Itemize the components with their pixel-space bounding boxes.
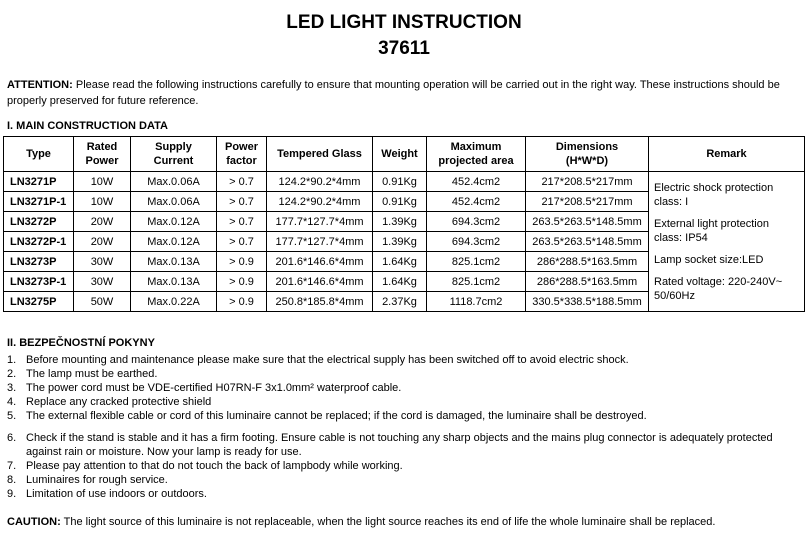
cell-tempered-glass: 201.6*146.6*4mm: [267, 272, 373, 292]
list-item: [7, 353, 797, 367]
attention-text: Please read the following instructions carefully to ensure that mounting operation will be carried out in the right way. These instructions should be properly preserved for future reference.: [7, 79, 780, 107]
cell-supply-current: Max.0.13A: [131, 272, 217, 292]
cell-projected-area: 825.1cm2: [427, 252, 526, 272]
list-item: [7, 409, 797, 423]
list-item-number: 7.: [7, 460, 17, 472]
cell-projected-area: 452.4cm2: [427, 192, 526, 212]
cell-tempered-glass: 250.8*185.8*4mm: [267, 292, 373, 312]
list-item-text: Before mounting and maintenance please make sure that the electrical supply has been switched off to avoid electric shock.: [26, 354, 629, 366]
cell-weight: 1.64Kg: [373, 252, 427, 272]
cell-supply-current: Max.0.22A: [131, 292, 217, 312]
cell-supply-current: Max.0.12A: [131, 232, 217, 252]
list-item-number: 8.: [7, 474, 17, 486]
header-weight: Weight: [373, 137, 427, 172]
cell-projected-area: 825.1cm2: [427, 272, 526, 292]
remark-cell: [649, 172, 805, 312]
list-item: [7, 487, 797, 501]
cell-weight: 2.37Kg: [373, 292, 427, 312]
header-tempered-glass: Tempered Glass: [267, 137, 373, 172]
list-item: [7, 395, 797, 409]
list-item-number: 6.: [7, 432, 17, 444]
header-supply-current: Supply Current: [131, 137, 217, 172]
cell-dimensions: 217*208.5*217mm: [526, 172, 649, 192]
safety-instructions-list: [7, 353, 797, 423]
list-item: [7, 381, 797, 395]
list-item-text: Check if the stand is stable and it has a firm footing. Ensure cable is not touching any sharp objects and the mains plug connector is adequately protected against rain or moisture. Now your lamp is ready for use.: [26, 432, 773, 458]
caution-label: CAUTION:: [7, 516, 61, 528]
section-safety-heading: II. BEZPEČNOSTNÍ POKYNY: [7, 337, 155, 349]
cell-power-factor: > 0.7: [217, 212, 267, 232]
list-item: [7, 367, 797, 381]
cell-weight: 0.91Kg: [373, 172, 427, 192]
document-code: 37611: [378, 38, 430, 59]
cell-projected-area: 1118.7cm2: [427, 292, 526, 312]
header-rated-power: Rated Power: [74, 137, 131, 172]
list-item-text: Replace any cracked protective shield: [26, 396, 212, 408]
header-power-factor: Power factor: [217, 137, 267, 172]
section-construction-data-heading: I. MAIN CONSTRUCTION DATA: [7, 120, 168, 132]
safety-instructions-list-continued: [7, 431, 797, 501]
remark-rated-voltage: Rated voltage: 220-240V~ 50/60Hz: [654, 275, 783, 302]
cell-supply-current: Max.0.13A: [131, 252, 217, 272]
cell-power-factor: > 0.7: [217, 192, 267, 212]
cell-tempered-glass: 177.7*127.7*4mm: [267, 212, 373, 232]
cell-type: LN3272P: [4, 212, 74, 232]
document-title: LED LIGHT INSTRUCTION: [286, 12, 522, 33]
cell-weight: 1.39Kg: [373, 212, 427, 232]
list-item-number: 1.: [7, 354, 17, 366]
cell-type: LN3272P-1: [4, 232, 74, 252]
list-item-number: 2.: [7, 368, 17, 380]
cell-tempered-glass: 124.2*90.2*4mm: [267, 172, 373, 192]
cell-dimensions: 263.5*263.5*148.5mm: [526, 232, 649, 252]
remark-socket-size: Lamp socket size:LED: [654, 253, 764, 266]
list-item-text: The external flexible cable or cord of this luminaire cannot be replaced; if the cord is damaged, the luminaire shall be destroyed.: [26, 410, 647, 422]
list-item: [7, 431, 797, 459]
list-item: [7, 459, 797, 473]
caution-text: The light source of this luminaire is not replaceable, when the light source reaches its end of life the whole luminaire shall be replaced.: [60, 516, 716, 528]
cell-rated-power: 20W: [74, 212, 131, 232]
cell-dimensions: 263.5*263.5*148.5mm: [526, 212, 649, 232]
cell-rated-power: 10W: [74, 192, 131, 212]
cell-tempered-glass: 177.7*127.7*4mm: [267, 232, 373, 252]
cell-power-factor: > 0.9: [217, 292, 267, 312]
cell-weight: 1.39Kg: [373, 232, 427, 252]
header-remark: Remark: [649, 137, 805, 172]
cell-dimensions: 286*288.5*163.5mm: [526, 272, 649, 292]
list-item-text: Limitation of use indoors or outdoors.: [26, 488, 207, 500]
cell-rated-power: 10W: [74, 172, 131, 192]
cell-supply-current: Max.0.06A: [131, 172, 217, 192]
cell-rated-power: 20W: [74, 232, 131, 252]
cell-supply-current: Max.0.12A: [131, 212, 217, 232]
cell-projected-area: 452.4cm2: [427, 172, 526, 192]
cell-rated-power: 50W: [74, 292, 131, 312]
cell-rated-power: 30W: [74, 252, 131, 272]
cell-power-factor: > 0.9: [217, 252, 267, 272]
attention-label: ATTENTION:: [7, 79, 73, 91]
list-item-number: 4.: [7, 396, 17, 408]
cell-type: LN3271P: [4, 172, 74, 192]
cell-power-factor: > 0.9: [217, 272, 267, 292]
cell-power-factor: > 0.7: [217, 172, 267, 192]
cell-projected-area: 694.3cm2: [427, 232, 526, 252]
list-item-number: 5.: [7, 410, 17, 422]
list-item-number: 9.: [7, 488, 17, 500]
cell-type: LN3273P: [4, 252, 74, 272]
cell-type: LN3275P: [4, 292, 74, 312]
attention-paragraph: [7, 77, 797, 109]
cell-power-factor: > 0.7: [217, 232, 267, 252]
remark-protection-class: Electric shock protection class: I: [654, 181, 774, 208]
list-item: [7, 473, 797, 487]
cell-dimensions: 330.5*338.5*188.5mm: [526, 292, 649, 312]
cell-dimensions: 217*208.5*217mm: [526, 192, 649, 212]
cell-supply-current: Max.0.06A: [131, 192, 217, 212]
list-item-text: Luminaires for rough service.: [26, 474, 168, 486]
list-item-text: The power cord must be VDE-certified H07RN-F 3x1.0mm² waterproof cable.: [26, 382, 402, 394]
header-type: Type: [4, 137, 74, 172]
cell-type: LN3273P-1: [4, 272, 74, 292]
list-item-text: The lamp must be earthed.: [26, 368, 158, 380]
table-header-row: [4, 137, 805, 172]
list-item-text: Please pay attention to that do not touch the back of lampbody while working.: [26, 460, 403, 472]
caution-paragraph: [7, 514, 797, 530]
table-row: [4, 172, 805, 192]
cell-type: LN3271P-1: [4, 192, 74, 212]
cell-rated-power: 30W: [74, 272, 131, 292]
construction-data-table: [3, 136, 805, 312]
header-dimensions-label: Dimensions: [555, 141, 619, 153]
cell-weight: 1.64Kg: [373, 272, 427, 292]
cell-projected-area: 694.3cm2: [427, 212, 526, 232]
cell-weight: 0.91Kg: [373, 192, 427, 212]
header-dimensions: [526, 137, 649, 172]
cell-dimensions: 286*288.5*163.5mm: [526, 252, 649, 272]
cell-tempered-glass: 124.2*90.2*4mm: [267, 192, 373, 212]
cell-tempered-glass: 201.6*146.6*4mm: [267, 252, 373, 272]
list-item-number: 3.: [7, 382, 17, 394]
header-dimensions-unit: (H*W*D): [565, 155, 609, 167]
header-projected-area: Maximum projected area: [427, 137, 526, 172]
remark-ip-rating: External light protection class: IP54: [654, 217, 769, 244]
